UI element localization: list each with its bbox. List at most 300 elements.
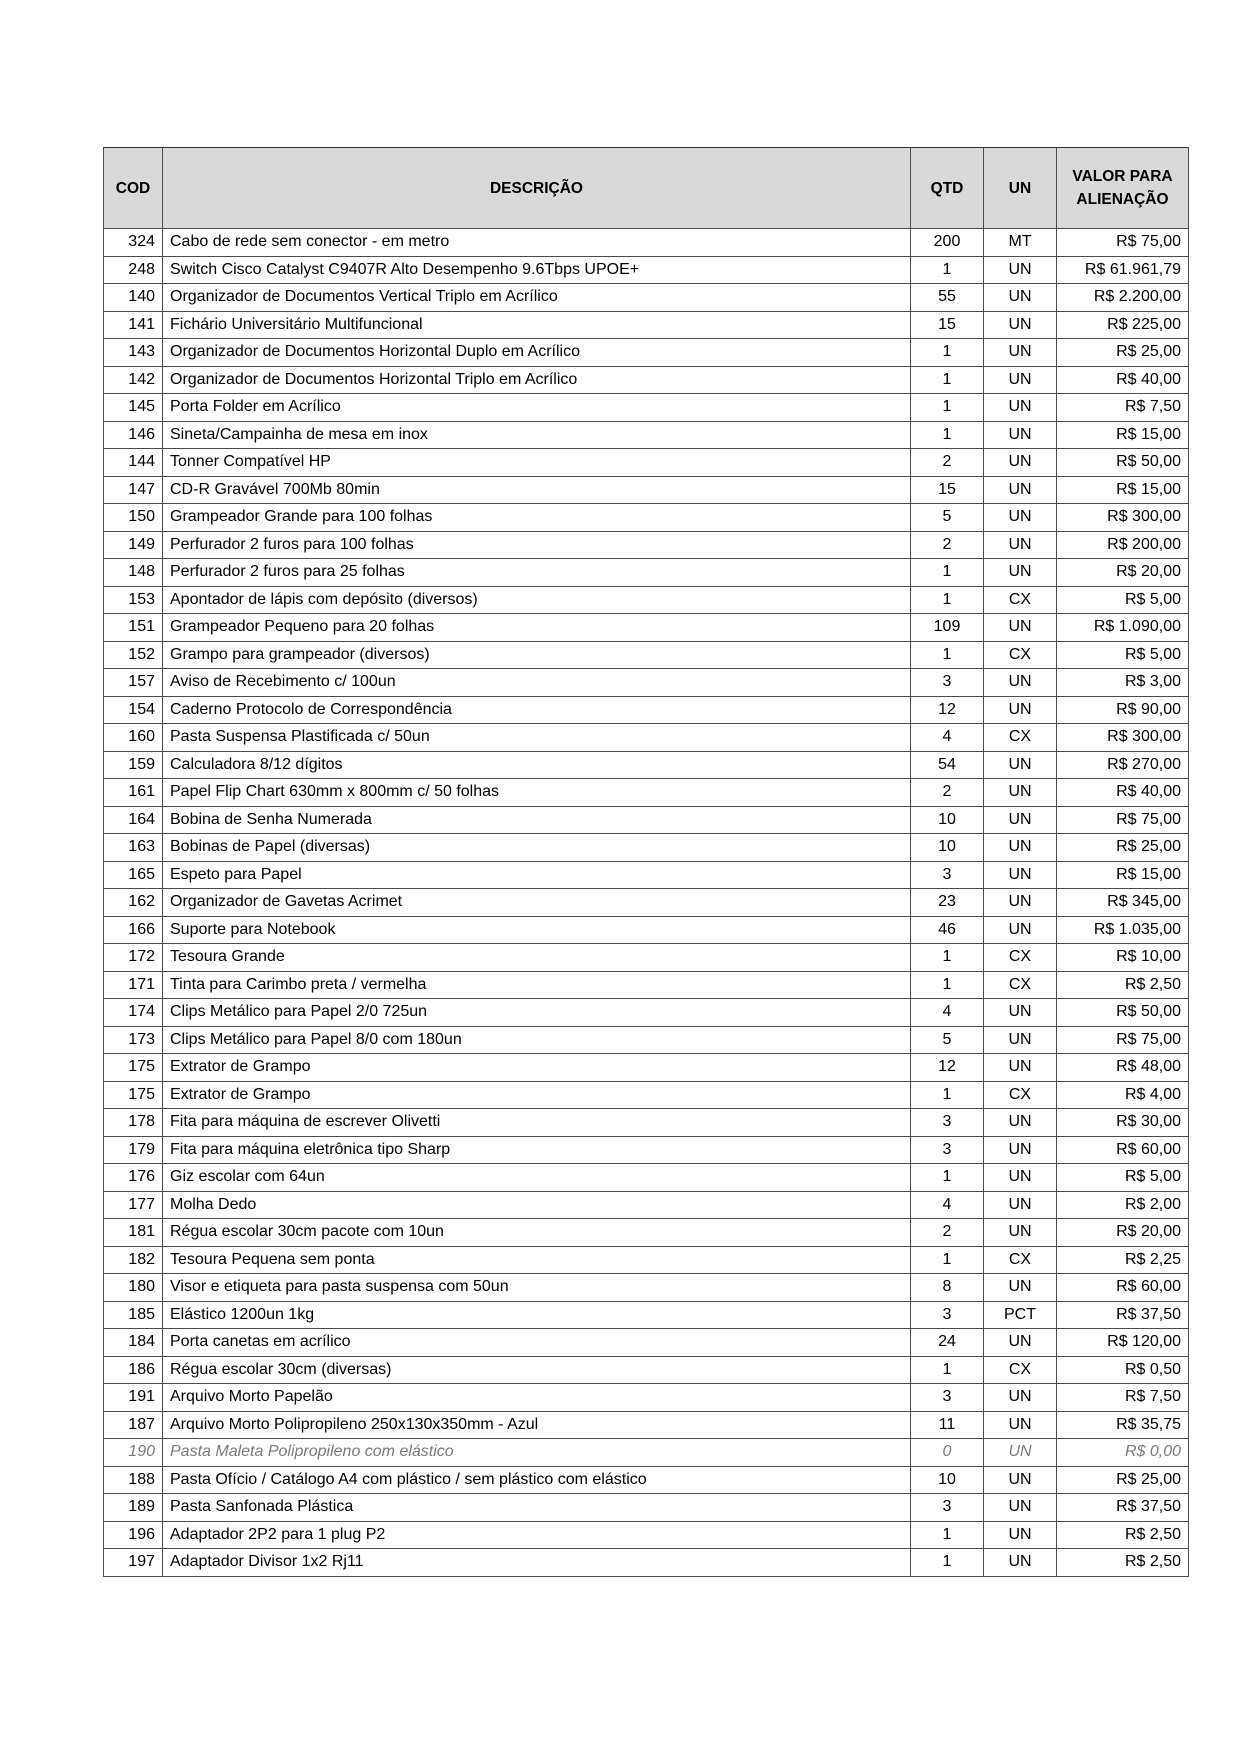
cell-valor: R$ 61.961,79 <box>1057 256 1189 284</box>
cell-un: UN <box>984 1136 1057 1164</box>
cell-cod: 144 <box>104 449 163 477</box>
table-row <box>104 586 1189 614</box>
table-row <box>104 476 1189 504</box>
cell-un: UN <box>984 751 1057 779</box>
table-row <box>104 779 1189 807</box>
table-row <box>104 724 1189 752</box>
cell-cod: 324 <box>104 229 163 257</box>
cell-descricao: Bobinas de Papel (diversas) <box>163 834 911 862</box>
cell-un: UN <box>984 1164 1057 1192</box>
cell-un: UN <box>984 916 1057 944</box>
cell-qtd: 5 <box>911 1026 984 1054</box>
cell-qtd: 12 <box>911 1054 984 1082</box>
cell-cod: 182 <box>104 1246 163 1274</box>
table-row <box>104 669 1189 697</box>
cell-un: UN <box>984 339 1057 367</box>
cell-valor: R$ 75,00 <box>1057 1026 1189 1054</box>
cell-descricao: Extrator de Grampo <box>163 1081 911 1109</box>
cell-un: UN <box>984 394 1057 422</box>
cell-qtd: 4 <box>911 1191 984 1219</box>
cell-descricao: Caderno Protocolo de Correspondência <box>163 696 911 724</box>
cell-qtd: 3 <box>911 1384 984 1412</box>
cell-cod: 180 <box>104 1274 163 1302</box>
cell-descricao: Grampeador Pequeno para 20 folhas <box>163 614 911 642</box>
cell-un: UN <box>984 421 1057 449</box>
cell-qtd: 10 <box>911 1466 984 1494</box>
table-row <box>104 916 1189 944</box>
cell-valor: R$ 120,00 <box>1057 1329 1189 1357</box>
cell-un: UN <box>984 834 1057 862</box>
cell-valor: R$ 48,00 <box>1057 1054 1189 1082</box>
cell-valor: R$ 270,00 <box>1057 751 1189 779</box>
cell-descricao: Pasta Ofício / Catálogo A4 com plástico / sem plástico com elástico <box>163 1466 911 1494</box>
cell-qtd: 3 <box>911 1109 984 1137</box>
cell-un: UN <box>984 1109 1057 1137</box>
cell-cod: 161 <box>104 779 163 807</box>
cell-qtd: 1 <box>911 944 984 972</box>
cell-valor: R$ 7,50 <box>1057 1384 1189 1412</box>
cell-cod: 175 <box>104 1081 163 1109</box>
cell-cod: 142 <box>104 366 163 394</box>
cell-un: UN <box>984 669 1057 697</box>
cell-cod: 149 <box>104 531 163 559</box>
cell-descricao: Tonner Compatível HP <box>163 449 911 477</box>
cell-valor: R$ 0,50 <box>1057 1356 1189 1384</box>
cell-cod: 196 <box>104 1521 163 1549</box>
table-row <box>104 834 1189 862</box>
table-row <box>104 1549 1189 1577</box>
cell-cod: 143 <box>104 339 163 367</box>
cell-qtd: 1 <box>911 971 984 999</box>
cell-un: PCT <box>984 1301 1057 1329</box>
cell-descricao: Elástico 1200un 1kg <box>163 1301 911 1329</box>
cell-descricao: Arquivo Morto Papelão <box>163 1384 911 1412</box>
cell-cod: 151 <box>104 614 163 642</box>
cell-valor: R$ 2,25 <box>1057 1246 1189 1274</box>
table-row <box>104 1136 1189 1164</box>
cell-valor: R$ 37,50 <box>1057 1494 1189 1522</box>
table-row <box>104 1329 1189 1357</box>
cell-un: UN <box>984 256 1057 284</box>
cell-descricao: Cabo de rede sem conector - em metro <box>163 229 911 257</box>
cell-qtd: 4 <box>911 999 984 1027</box>
cell-valor: R$ 10,00 <box>1057 944 1189 972</box>
header-cod: COD <box>104 148 163 229</box>
cell-descricao: Perfurador 2 furos para 25 folhas <box>163 559 911 587</box>
cell-cod: 248 <box>104 256 163 284</box>
cell-qtd: 1 <box>911 256 984 284</box>
cell-un: UN <box>984 1494 1057 1522</box>
cell-cod: 145 <box>104 394 163 422</box>
cell-valor: R$ 35,75 <box>1057 1411 1189 1439</box>
cell-descricao: Clips Metálico para Papel 8/0 com 180un <box>163 1026 911 1054</box>
cell-qtd: 1 <box>911 421 984 449</box>
cell-cod: 154 <box>104 696 163 724</box>
cell-valor: R$ 2,50 <box>1057 971 1189 999</box>
cell-cod: 191 <box>104 1384 163 1412</box>
cell-un: CX <box>984 971 1057 999</box>
table-row <box>104 971 1189 999</box>
cell-un: UN <box>984 449 1057 477</box>
cell-valor: R$ 2.200,00 <box>1057 284 1189 312</box>
cell-valor: R$ 2,50 <box>1057 1549 1189 1577</box>
cell-descricao: CD-R Gravável 700Mb 80min <box>163 476 911 504</box>
cell-cod: 189 <box>104 1494 163 1522</box>
cell-qtd: 46 <box>911 916 984 944</box>
cell-un: MT <box>984 229 1057 257</box>
cell-qtd: 0 <box>911 1439 984 1467</box>
cell-qtd: 1 <box>911 1521 984 1549</box>
cell-valor: R$ 15,00 <box>1057 476 1189 504</box>
cell-un: UN <box>984 779 1057 807</box>
cell-cod: 152 <box>104 641 163 669</box>
cell-descricao: Organizador de Documentos Horizontal Triplo em Acrílico <box>163 366 911 394</box>
cell-un: UN <box>984 366 1057 394</box>
cell-cod: 165 <box>104 861 163 889</box>
cell-valor: R$ 225,00 <box>1057 311 1189 339</box>
cell-valor: R$ 5,00 <box>1057 586 1189 614</box>
cell-descricao: Tesoura Pequena sem ponta <box>163 1246 911 1274</box>
table-row <box>104 641 1189 669</box>
cell-cod: 171 <box>104 971 163 999</box>
table-row <box>104 1301 1189 1329</box>
cell-valor: R$ 40,00 <box>1057 366 1189 394</box>
cell-cod: 166 <box>104 916 163 944</box>
cell-un: UN <box>984 1549 1057 1577</box>
cell-valor: R$ 60,00 <box>1057 1136 1189 1164</box>
cell-valor: R$ 60,00 <box>1057 1274 1189 1302</box>
cell-descricao: Fita para máquina eletrônica tipo Sharp <box>163 1136 911 1164</box>
cell-descricao: Sineta/Campainha de mesa em inox <box>163 421 911 449</box>
cell-un: UN <box>984 1466 1057 1494</box>
cell-qtd: 1 <box>911 586 984 614</box>
cell-qtd: 3 <box>911 861 984 889</box>
cell-qtd: 1 <box>911 1081 984 1109</box>
cell-descricao: Pasta Sanfonada Plástica <box>163 1494 911 1522</box>
table-row <box>104 366 1189 394</box>
cell-valor: R$ 2,50 <box>1057 1521 1189 1549</box>
items-table <box>103 147 1189 1577</box>
cell-cod: 146 <box>104 421 163 449</box>
cell-descricao: Calculadora 8/12 dígitos <box>163 751 911 779</box>
cell-cod: 178 <box>104 1109 163 1137</box>
cell-descricao: Organizador de Gavetas Acrimet <box>163 889 911 917</box>
cell-qtd: 2 <box>911 1219 984 1247</box>
cell-qtd: 10 <box>911 806 984 834</box>
cell-qtd: 4 <box>911 724 984 752</box>
cell-descricao: Suporte para Notebook <box>163 916 911 944</box>
table-row <box>104 1411 1189 1439</box>
cell-qtd: 2 <box>911 531 984 559</box>
cell-qtd: 55 <box>911 284 984 312</box>
cell-un: UN <box>984 284 1057 312</box>
cell-descricao: Perfurador 2 furos para 100 folhas <box>163 531 911 559</box>
cell-qtd: 24 <box>911 1329 984 1357</box>
cell-qtd: 1 <box>911 641 984 669</box>
table-row <box>104 559 1189 587</box>
cell-descricao: Grampo para grampeador (diversos) <box>163 641 911 669</box>
cell-cod: 157 <box>104 669 163 697</box>
cell-descricao: Visor e etiqueta para pasta suspensa com 50un <box>163 1274 911 1302</box>
cell-cod: 197 <box>104 1549 163 1577</box>
table-row <box>104 504 1189 532</box>
cell-un: UN <box>984 1439 1057 1467</box>
cell-valor: R$ 1.090,00 <box>1057 614 1189 642</box>
table-row <box>104 751 1189 779</box>
cell-valor: R$ 7,50 <box>1057 394 1189 422</box>
cell-valor: R$ 20,00 <box>1057 1219 1189 1247</box>
cell-valor: R$ 90,00 <box>1057 696 1189 724</box>
cell-un: CX <box>984 944 1057 972</box>
table-header <box>104 148 1189 229</box>
cell-un: UN <box>984 696 1057 724</box>
cell-cod: 177 <box>104 1191 163 1219</box>
cell-qtd: 3 <box>911 1301 984 1329</box>
cell-cod: 188 <box>104 1466 163 1494</box>
cell-descricao: Régua escolar 30cm (diversas) <box>163 1356 911 1384</box>
cell-qtd: 12 <box>911 696 984 724</box>
cell-un: UN <box>984 1329 1057 1357</box>
cell-valor: R$ 25,00 <box>1057 834 1189 862</box>
cell-descricao: Espeto para Papel <box>163 861 911 889</box>
cell-un: UN <box>984 889 1057 917</box>
table-row <box>104 1026 1189 1054</box>
cell-un: UN <box>984 531 1057 559</box>
cell-un: UN <box>984 1219 1057 1247</box>
cell-descricao: Aviso de Recebimento c/ 100un <box>163 669 911 697</box>
cell-descricao: Pasta Maleta Polipropileno com elástico <box>163 1439 911 1467</box>
header-descricao: DESCRIÇÃO <box>163 148 911 229</box>
cell-descricao: Apontador de lápis com depósito (diversos) <box>163 586 911 614</box>
cell-cod: 141 <box>104 311 163 339</box>
table-body <box>104 229 1189 1577</box>
cell-un: UN <box>984 476 1057 504</box>
cell-qtd: 1 <box>911 1246 984 1274</box>
cell-qtd: 54 <box>911 751 984 779</box>
cell-un: UN <box>984 1274 1057 1302</box>
table-row <box>104 1191 1189 1219</box>
table-row <box>104 614 1189 642</box>
cell-descricao: Fita para máquina de escrever Olivetti <box>163 1109 911 1137</box>
cell-cod: 184 <box>104 1329 163 1357</box>
cell-descricao: Tesoura Grande <box>163 944 911 972</box>
cell-qtd: 1 <box>911 339 984 367</box>
cell-descricao: Switch Cisco Catalyst C9407R Alto Desempenho 9.6Tbps UPOE+ <box>163 256 911 284</box>
table-row <box>104 1356 1189 1384</box>
cell-descricao: Molha Dedo <box>163 1191 911 1219</box>
cell-valor: R$ 50,00 <box>1057 449 1189 477</box>
cell-qtd: 3 <box>911 1494 984 1522</box>
cell-cod: 147 <box>104 476 163 504</box>
cell-cod: 164 <box>104 806 163 834</box>
cell-un: UN <box>984 1054 1057 1082</box>
table-row <box>104 1081 1189 1109</box>
cell-descricao: Extrator de Grampo <box>163 1054 911 1082</box>
cell-un: CX <box>984 1246 1057 1274</box>
table-row <box>104 1521 1189 1549</box>
table-row <box>104 999 1189 1027</box>
cell-valor: R$ 37,50 <box>1057 1301 1189 1329</box>
table-row <box>104 394 1189 422</box>
cell-cod: 140 <box>104 284 163 312</box>
cell-descricao: Porta Folder em Acrílico <box>163 394 911 422</box>
cell-descricao: Fichário Universitário Multifuncional <box>163 311 911 339</box>
cell-cod: 185 <box>104 1301 163 1329</box>
cell-qtd: 8 <box>911 1274 984 1302</box>
cell-un: UN <box>984 999 1057 1027</box>
cell-qtd: 15 <box>911 311 984 339</box>
cell-qtd: 1 <box>911 1356 984 1384</box>
cell-qtd: 1 <box>911 1549 984 1577</box>
cell-cod: 163 <box>104 834 163 862</box>
cell-cod: 174 <box>104 999 163 1027</box>
cell-un: CX <box>984 724 1057 752</box>
cell-un: UN <box>984 1384 1057 1412</box>
cell-descricao: Porta canetas em acrílico <box>163 1329 911 1357</box>
cell-qtd: 23 <box>911 889 984 917</box>
cell-un: UN <box>984 1521 1057 1549</box>
table-row <box>104 889 1189 917</box>
cell-cod: 162 <box>104 889 163 917</box>
cell-qtd: 1 <box>911 1164 984 1192</box>
cell-cod: 181 <box>104 1219 163 1247</box>
cell-qtd: 3 <box>911 669 984 697</box>
cell-descricao: Pasta Suspensa Plastificada c/ 50un <box>163 724 911 752</box>
table-row <box>104 531 1189 559</box>
cell-cod: 150 <box>104 504 163 532</box>
cell-cod: 172 <box>104 944 163 972</box>
cell-cod: 148 <box>104 559 163 587</box>
cell-valor: R$ 2,00 <box>1057 1191 1189 1219</box>
table-row <box>104 229 1189 257</box>
cell-qtd: 15 <box>911 476 984 504</box>
cell-valor: R$ 40,00 <box>1057 779 1189 807</box>
table-row <box>104 1054 1189 1082</box>
cell-cod: 176 <box>104 1164 163 1192</box>
cell-valor: R$ 0,00 <box>1057 1439 1189 1467</box>
cell-valor: R$ 345,00 <box>1057 889 1189 917</box>
table-row <box>104 1274 1189 1302</box>
table-row <box>104 1466 1189 1494</box>
cell-cod: 175 <box>104 1054 163 1082</box>
cell-valor: R$ 4,00 <box>1057 1081 1189 1109</box>
cell-valor: R$ 50,00 <box>1057 999 1189 1027</box>
cell-un: UN <box>984 504 1057 532</box>
table-row <box>104 944 1189 972</box>
table-row <box>104 1164 1189 1192</box>
cell-valor: R$ 15,00 <box>1057 421 1189 449</box>
cell-cod: 173 <box>104 1026 163 1054</box>
cell-qtd: 1 <box>911 559 984 587</box>
cell-descricao: Tinta para Carimbo preta / vermelha <box>163 971 911 999</box>
header-un: UN <box>984 148 1057 229</box>
cell-qtd: 1 <box>911 366 984 394</box>
table-row <box>104 421 1189 449</box>
cell-descricao: Régua escolar 30cm pacote com 10un <box>163 1219 911 1247</box>
cell-valor: R$ 75,00 <box>1057 229 1189 257</box>
cell-qtd: 10 <box>911 834 984 862</box>
cell-cod: 159 <box>104 751 163 779</box>
cell-un: CX <box>984 586 1057 614</box>
cell-un: UN <box>984 806 1057 834</box>
cell-descricao: Arquivo Morto Polipropileno 250x130x350mm - Azul <box>163 1411 911 1439</box>
cell-un: CX <box>984 641 1057 669</box>
cell-valor: R$ 1.035,00 <box>1057 916 1189 944</box>
cell-qtd: 5 <box>911 504 984 532</box>
cell-qtd: 2 <box>911 449 984 477</box>
cell-un: CX <box>984 1356 1057 1384</box>
cell-valor: R$ 5,00 <box>1057 1164 1189 1192</box>
table-row <box>104 1109 1189 1137</box>
cell-qtd: 11 <box>911 1411 984 1439</box>
cell-valor: R$ 5,00 <box>1057 641 1189 669</box>
table-row <box>104 696 1189 724</box>
table-row <box>104 1219 1189 1247</box>
cell-qtd: 3 <box>911 1136 984 1164</box>
cell-descricao: Giz escolar com 64un <box>163 1164 911 1192</box>
cell-valor: R$ 15,00 <box>1057 861 1189 889</box>
cell-qtd: 200 <box>911 229 984 257</box>
table-row <box>104 1494 1189 1522</box>
header-row <box>104 148 1189 229</box>
cell-valor: R$ 25,00 <box>1057 1466 1189 1494</box>
cell-un: UN <box>984 861 1057 889</box>
cell-qtd: 1 <box>911 394 984 422</box>
table-row <box>104 284 1189 312</box>
cell-cod: 190 <box>104 1439 163 1467</box>
cell-valor: R$ 30,00 <box>1057 1109 1189 1137</box>
table-row <box>104 861 1189 889</box>
cell-cod: 179 <box>104 1136 163 1164</box>
cell-descricao: Papel Flip Chart 630mm x 800mm c/ 50 folhas <box>163 779 911 807</box>
table-row <box>104 311 1189 339</box>
cell-descricao: Adaptador 2P2 para 1 plug P2 <box>163 1521 911 1549</box>
cell-valor: R$ 75,00 <box>1057 806 1189 834</box>
cell-descricao: Organizador de Documentos Horizontal Duplo em Acrílico <box>163 339 911 367</box>
cell-valor: R$ 200,00 <box>1057 531 1189 559</box>
cell-descricao: Bobina de Senha Numerada <box>163 806 911 834</box>
cell-qtd: 109 <box>911 614 984 642</box>
cell-descricao: Clips Metálico para Papel 2/0 725un <box>163 999 911 1027</box>
cell-valor: R$ 3,00 <box>1057 669 1189 697</box>
cell-descricao: Adaptador Divisor 1x2 Rj11 <box>163 1549 911 1577</box>
table-row <box>104 449 1189 477</box>
cell-valor: R$ 300,00 <box>1057 724 1189 752</box>
cell-un: CX <box>984 1081 1057 1109</box>
cell-cod: 187 <box>104 1411 163 1439</box>
cell-valor: R$ 25,00 <box>1057 339 1189 367</box>
cell-un: UN <box>984 559 1057 587</box>
cell-cod: 153 <box>104 586 163 614</box>
cell-descricao: Organizador de Documentos Vertical Triplo em Acrílico <box>163 284 911 312</box>
table-row <box>104 1384 1189 1412</box>
cell-un: UN <box>984 311 1057 339</box>
cell-descricao: Grampeador Grande para 100 folhas <box>163 504 911 532</box>
table-row <box>104 256 1189 284</box>
header-valor: VALOR PARA ALIENAÇÃO <box>1057 148 1189 229</box>
table-row <box>104 806 1189 834</box>
header-qtd: QTD <box>911 148 984 229</box>
table-row <box>104 1246 1189 1274</box>
cell-cod: 160 <box>104 724 163 752</box>
cell-valor: R$ 20,00 <box>1057 559 1189 587</box>
cell-qtd: 2 <box>911 779 984 807</box>
cell-un: UN <box>984 1191 1057 1219</box>
cell-cod: 186 <box>104 1356 163 1384</box>
cell-un: UN <box>984 1411 1057 1439</box>
table-row <box>104 339 1189 367</box>
table-row <box>104 1439 1189 1467</box>
